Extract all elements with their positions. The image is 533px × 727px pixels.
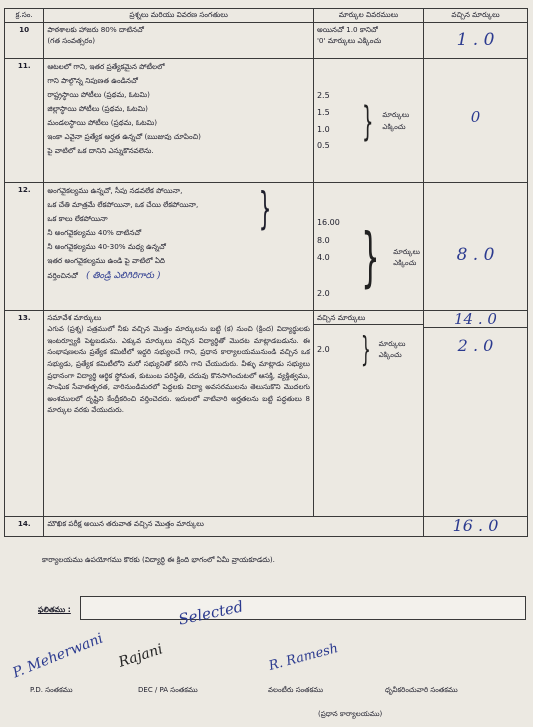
marks-value: 16.00 bbox=[316, 218, 340, 227]
office-use-note: కార్యాలయము ఉపయోగము కొరకు (విద్యార్థి ఈ క్రింది భాగంలో ఏమీ వ్రాయకూడదు). bbox=[42, 555, 275, 564]
received-label: వచ్చిన మార్కులు bbox=[314, 311, 423, 325]
marks-value: 0.5 bbox=[316, 141, 330, 151]
head-office-label: (ప్రధాన కార్యాలయము) bbox=[318, 710, 383, 718]
table-row bbox=[5, 23, 528, 59]
signature-label-pd: P.D. సంతకము bbox=[30, 686, 73, 694]
marks-details-cell bbox=[313, 59, 423, 183]
question-cell bbox=[44, 23, 314, 59]
total-handwritten: 16 . 0 bbox=[452, 516, 499, 535]
marks-options bbox=[314, 330, 423, 371]
signature-dec: Rajani bbox=[116, 641, 165, 671]
marks-text: అయినచో 1.0 కానిచో bbox=[316, 25, 378, 34]
marks-text: '0' మార్కులు ఎక్కించు bbox=[316, 36, 382, 46]
row-number: 11. bbox=[5, 59, 44, 183]
question-line: అంగవైకల్యము ఉన్నచో, సీపు నడవలేక పోయినా, bbox=[47, 186, 183, 195]
handwritten-note: ( తిండ్రి ఎలిగిరిగారు ) bbox=[86, 271, 161, 282]
marks-value: 2.0 bbox=[316, 288, 330, 298]
marks-table bbox=[4, 8, 528, 537]
marks-value: 8.0 bbox=[316, 235, 330, 245]
received-handwritten: 14 . 0 bbox=[424, 311, 527, 328]
table-row bbox=[5, 183, 528, 311]
question-line: పాఠశాలకు హాజరు 80% దాటినచో bbox=[47, 25, 144, 34]
table-row bbox=[5, 311, 528, 517]
marks-note: మార్కులు bbox=[378, 339, 406, 348]
header-questions: ప్రశ్నలు మరియు వివరణ సంగతులు bbox=[44, 9, 314, 23]
header-sno: క్ర.సం. bbox=[5, 9, 44, 23]
marks-options bbox=[317, 214, 420, 302]
awarded-cell bbox=[423, 59, 527, 183]
marks-note: ఎక్కించు bbox=[378, 351, 402, 360]
question-line: మండలస్థాయి పోటీలు (ప్రథమ, ఓటమి) bbox=[47, 118, 158, 128]
awarded-cell bbox=[423, 183, 527, 311]
question-cell bbox=[44, 311, 314, 517]
question-line: ఇతర అంగవైకల్యము ఉండి పై వాటిలో ఏది bbox=[47, 256, 166, 266]
brace-icon: } bbox=[360, 330, 371, 371]
marks-value: 1.5 bbox=[316, 107, 330, 117]
awarded-cell bbox=[423, 23, 527, 59]
question-line: పై వాటిలో ఒక దానిని ఎన్నుకొనవలెను. bbox=[47, 146, 154, 156]
marks-details-cell bbox=[313, 183, 423, 311]
signature-label-dec: DEC / PA సంతకము bbox=[138, 686, 198, 694]
selected-handwritten: Selected bbox=[176, 597, 245, 629]
question-line: జిల్లాస్థాయి పోటీలు (ప్రథమ, ఓటమి) bbox=[47, 104, 148, 114]
table-row bbox=[5, 59, 528, 183]
question-line: ఇంకా ఎవైనా ప్రత్యేక అర్హత ఉన్నచో (ఋజువు చూపించి) bbox=[47, 132, 201, 142]
table-header-row bbox=[5, 9, 528, 23]
awarded-handwritten: 8 . 0 bbox=[456, 245, 495, 265]
interview-paragraph: ఎగువ (ప్రశ్న) పత్రములో నీకు వచ్చిన మొత్తం మార్కులను బట్టి (క) నుంచి (క్రింద) విద్యార్థులకు ఇంటర్వ్యూకి పెట్టబడును. ఎక్కువ మార్కులు వచ్చిన విద్యార్థితో మొదట మాట్లాడబడును. ఈ సంభాషణలను ప్రత్యేక కమిటీలో ఇద్దరి సభ్యులచే గాని, ప్రధాన కార్యాలయమునుండి వచ్చిన ఒక సభ్యుడు, ప్రత్యేక కమిటీలోని మరో సభ్యునితో కలిసి గాని చేయుదురు. వీళ్ళు మాట్లాడు సభ్యులు ప్రధానంగా విద్యార్థి ఆర్థిక స్థోమత, కుటుంబ పరిస్థితి, చదువు కొనసాగించుటలో ఆసక్తి, వ్యక్తిత్వము, సాంఘిక సేవాతత్పరత, వారినుండిమరలో పెద్దలకు విద్యా అవసరములను తెలుసుకొని మొదలగు అంశములలో దృష్టిని కేంద్రీకరించి వర్తించెదరు. ఇదులలో వాటివారి అర్హతలను బట్టి పద్ధతులు 8 మార్కుల వరకు వేయుదురు. bbox=[47, 325, 310, 415]
brace-icon: } bbox=[361, 221, 380, 296]
marks-value: 2.0 bbox=[316, 344, 330, 354]
signature-label-verifier: ధృవీకరించువారి సంతకము bbox=[385, 686, 458, 694]
question-line: ఒక చేతి మాత్రమే లేకపోయినా, ఒక చేయి లేకపోయినా, bbox=[47, 200, 199, 210]
question-cell bbox=[44, 517, 424, 537]
header-awarded: వచ్చిన మార్కులు bbox=[423, 9, 527, 23]
marks-note: మార్కులు bbox=[393, 248, 420, 256]
row-number: 12. bbox=[5, 183, 44, 311]
question-line: రాష్ట్రస్థాయి పోటీలు (ప్రథమ, ఓటమి) bbox=[47, 90, 150, 100]
question-line: మౌఖిక పరీక్ష అయిన తరువాత వచ్చిన మొత్తం మార్కులు bbox=[47, 519, 204, 528]
question-line: నీ అంగవైకల్యము 40-30% మధ్య ఉన్నచో bbox=[47, 242, 166, 252]
brace-icon: } bbox=[258, 183, 272, 234]
table-row bbox=[5, 517, 528, 537]
signature-pd: P. Meherwani bbox=[10, 630, 106, 682]
question-cell bbox=[44, 59, 314, 183]
marks-details-cell bbox=[313, 311, 423, 517]
marks-note: మార్కులు bbox=[382, 111, 410, 120]
question-line bbox=[47, 268, 310, 286]
awarded-cell bbox=[423, 517, 527, 537]
signature-volunteer: R. Ramesh bbox=[267, 641, 340, 674]
question-line-text: వర్తించినచో bbox=[47, 271, 78, 281]
brace-icon: } bbox=[361, 98, 374, 145]
question-line: ఒక కాలు లేకపోయినా bbox=[47, 214, 108, 224]
row-number: 14. bbox=[5, 517, 44, 537]
signature-label-volunteer: వలంటీరు సంతకము bbox=[268, 686, 324, 694]
marks-options bbox=[317, 88, 420, 155]
question-line: (గత సంవత్సరం) bbox=[47, 36, 96, 46]
marks-note: ఎక్కించు bbox=[393, 259, 417, 268]
awarded-handwritten: 1 . 0 bbox=[456, 30, 495, 50]
row-number: 10 bbox=[5, 23, 44, 59]
question-cell bbox=[44, 183, 314, 311]
awarded-handwritten: 0 bbox=[470, 108, 481, 126]
header-marks-details: మార్కుల వివరములు bbox=[313, 9, 423, 23]
row-number: 13. bbox=[5, 311, 44, 517]
marks-note: ఎక్కించు bbox=[382, 122, 406, 131]
awarded-cell bbox=[423, 311, 527, 517]
result-label: ఫలితము : bbox=[38, 605, 71, 614]
marks-details-cell bbox=[313, 23, 423, 59]
marks-value: 1.0 bbox=[316, 124, 330, 134]
marks-value: 4.0 bbox=[316, 253, 330, 263]
result-field[interactable] bbox=[80, 596, 526, 620]
awarded-handwritten: 2 . 0 bbox=[457, 336, 494, 355]
question-line: గాని పాల్గొన్న నిపుణత ఉండినచో bbox=[47, 76, 138, 86]
marks-value: 2.5 bbox=[316, 91, 330, 100]
question-line: ఆటలలో గాని, ఇతర ప్రత్యేకమైన పోటీలలో bbox=[47, 62, 165, 71]
question-line: నీ అంగవైకల్యము 40% దాటినచో bbox=[47, 228, 142, 238]
section-title: సమావేశ మార్కులు bbox=[47, 313, 102, 322]
